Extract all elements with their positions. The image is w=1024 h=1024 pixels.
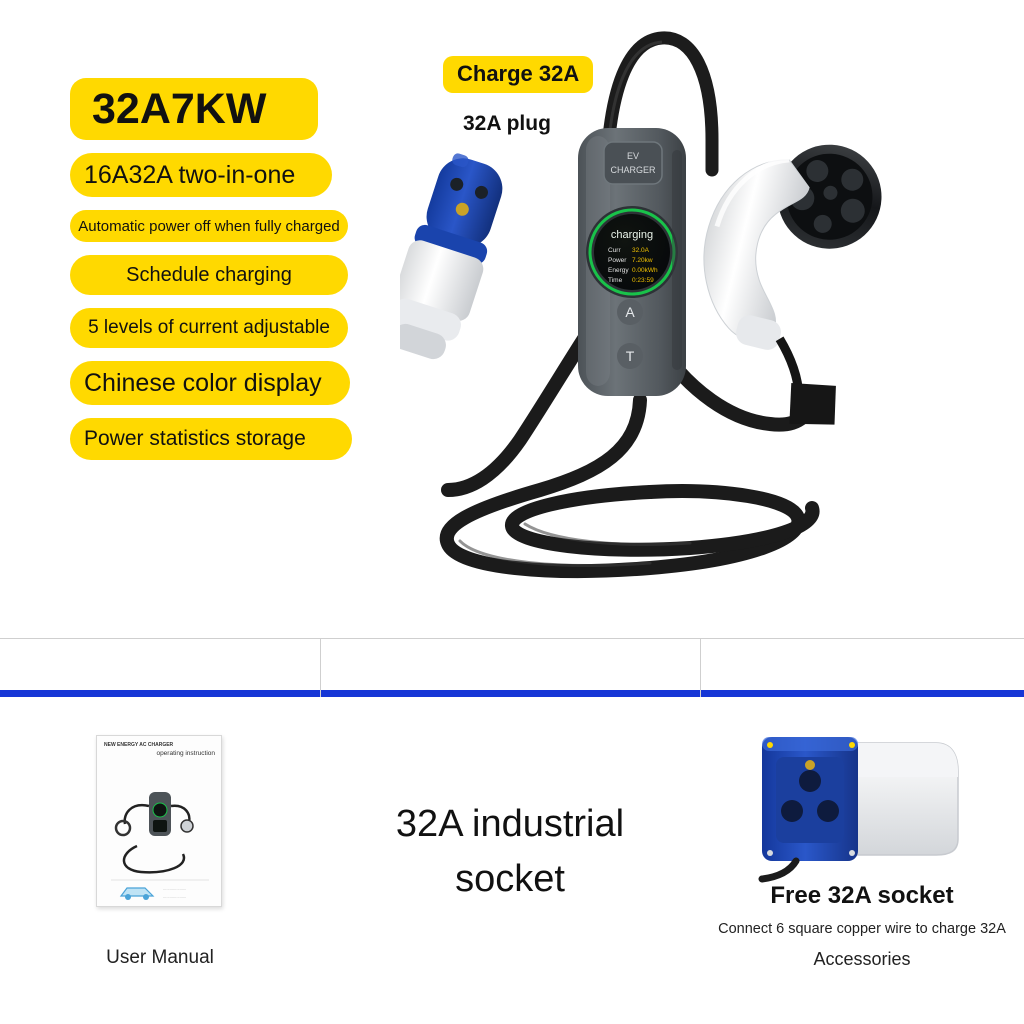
screen-row-label-1: Power xyxy=(608,257,627,264)
badge-product-title: 32A7KW xyxy=(70,78,318,140)
device-brand-line2: CHARGER xyxy=(610,165,656,175)
center-socket-title-line1: 32A industrial xyxy=(395,803,625,845)
screen-row-value-3: 0:23:59 xyxy=(632,277,654,284)
badge-power-statistics: Power statistics storage xyxy=(70,418,352,460)
callout-charge-32a: Charge 32A xyxy=(443,56,593,93)
user-manual-caption: User Manual xyxy=(106,947,214,968)
badge-auto-power-off: Automatic power off when fully charged xyxy=(70,210,348,242)
center-socket-title-line2: socket xyxy=(455,858,565,901)
svg-text:.....................: ..................... xyxy=(163,894,187,899)
booklet-title: NEW ENERGY AC CHARGER xyxy=(104,742,174,748)
center-socket-title xyxy=(320,797,700,907)
divider-top xyxy=(0,638,1024,639)
badge-schedule-charging: Schedule charging xyxy=(70,255,348,295)
divider-blue-accent xyxy=(0,690,1024,697)
badge-current-levels: 5 levels of current adjustable xyxy=(70,308,348,348)
accessories-section xyxy=(0,697,1024,1024)
screen-row-label-3: Time xyxy=(608,277,623,284)
device-button-t-glyph: T xyxy=(625,348,635,364)
free-socket-subtitle: Connect 6 square copper wire to charge 32A xyxy=(718,921,1006,937)
free-socket-title: Free 32A socket xyxy=(770,882,954,909)
screen-row-value-0: 32.0A xyxy=(632,247,649,254)
screen-row-label-2: Energy xyxy=(608,267,629,274)
user-manual-booklet-image xyxy=(96,735,222,907)
device-button-a-glyph: A xyxy=(625,304,635,320)
callout-32a-plug: 32A plug xyxy=(463,112,551,135)
free-socket-accessories-label: Accessories xyxy=(813,949,911,969)
screen-status: charging xyxy=(610,229,654,241)
feature-badge-list xyxy=(70,78,370,473)
screen-row-label-0: Curr xyxy=(608,247,621,254)
device-brand-line1: EV xyxy=(626,151,640,161)
badge-two-in-one: 16A32A two-in-one xyxy=(70,153,332,197)
svg-text:.....................: ..................... xyxy=(163,886,187,891)
badge-color-display: Chinese color display xyxy=(70,361,350,405)
screen-row-value-1: 7.20kw xyxy=(632,257,653,264)
ev-charger-product-image xyxy=(400,20,1000,620)
screen-row-value-2: 0.00kWh xyxy=(632,267,658,274)
booklet-subtitle: operating instruction xyxy=(156,750,215,757)
industrial-socket-image xyxy=(700,715,1024,885)
